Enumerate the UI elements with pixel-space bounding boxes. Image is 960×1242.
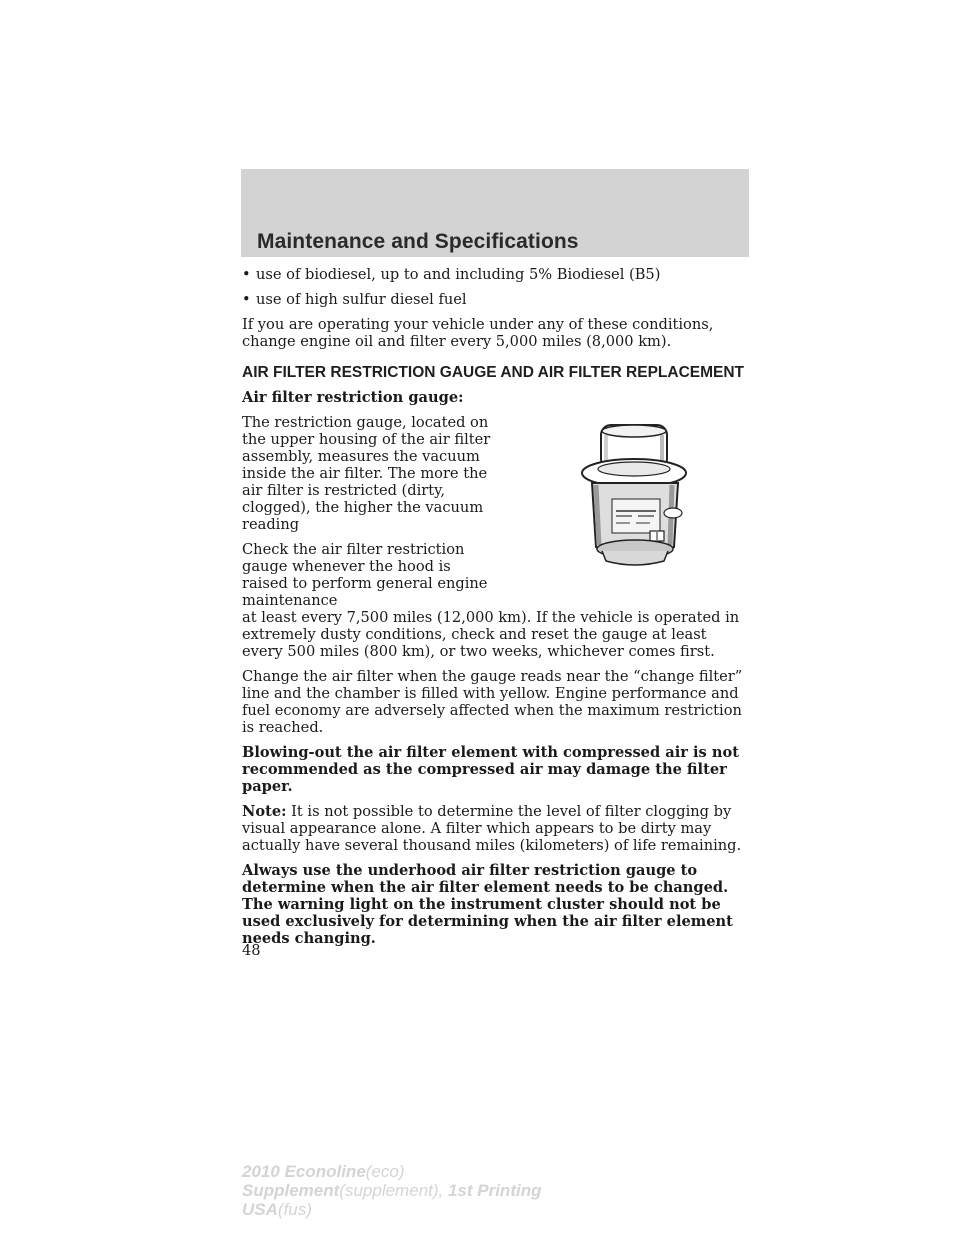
footer-market: USA — [242, 1200, 278, 1219]
content-column — [242, 266, 750, 955]
check-gauge-paragraph-end: at least every 7,500 miles (12,000 km). If the vehicle is operated in extremely dusty conditions, check and reset the gauge at least every 500 miles (800 km), or two weeks, whichever comes first. — [242, 609, 740, 660]
footer-line — [242, 1162, 541, 1181]
footer-print-info — [242, 1162, 541, 1219]
footer-model: 2010 Econoline — [242, 1162, 366, 1181]
bullet-symbol: • — [242, 291, 251, 308]
bullet-symbol: • — [242, 266, 251, 283]
list-item-text: use of biodiesel, up to and including 5% Biodiesel (B5) — [256, 266, 661, 283]
conditions-paragraph: If you are operating your vehicle under any of these conditions, change engine oil and filter every 5,000 miles (8,000 km). — [242, 316, 714, 350]
footer-line — [242, 1181, 541, 1200]
page-number: 48 — [242, 942, 261, 959]
note-text: It is not possible to determine the level of filter clogging by visual appearance alone. A filter which appears to be dirty may actually have several thousand miles (kilometers) of life remaining. — [242, 803, 742, 854]
list-item — [242, 291, 750, 308]
footer-model-code: (eco) — [365, 1162, 405, 1181]
note-paragraph — [242, 803, 750, 854]
restriction-gauge-illustration — [580, 423, 690, 567]
footer-market-code: (fus) — [277, 1200, 312, 1219]
footer-printing: 1st Printing — [443, 1181, 542, 1200]
footer-doc-type: Supplement — [242, 1181, 340, 1200]
footer-line — [242, 1200, 541, 1219]
gauge-description-paragraph: The restriction gauge, located on the upper housing of the air filter assembly, measures the vacuum inside the air filter. The more the air filter is restricted (dirty, clogged), the higher the vacuum reading — [242, 414, 491, 533]
blowout-warning: Blowing-out the air filter element with compressed air is not recommended as the compressed air may damage the filter paper. — [242, 744, 739, 795]
list-item-text: use of high sulfur diesel fuel — [256, 291, 467, 308]
page-title: Maintenance and Specifications — [257, 230, 579, 253]
change-filter-paragraph: Change the air filter when the gauge reads near the “change filter” line and the chamber is filled with yellow. Engine performance and fuel economy are adversely affected when the maximum restriction is reached. — [242, 668, 743, 736]
gauge-subheading: Air filter restriction gauge: — [242, 389, 464, 406]
list-item — [242, 266, 750, 283]
section-heading: AIR FILTER RESTRICTION GAUGE AND AIR FILTER REPLACEMENT — [242, 364, 745, 381]
always-use-warning: Always use the underhood air filter restriction gauge to determine when the air filter element needs to be changed. The warning light on the instrument cluster should not be used exclusively for determining when the air filter element needs changing. — [242, 862, 733, 947]
note-label: Note: — [242, 803, 287, 820]
check-gauge-paragraph-start: Check the air filter restriction gauge whenever the hood is raised to perform general engine maintenance — [242, 541, 488, 609]
footer-doc-code: (supplement), — [339, 1181, 444, 1200]
